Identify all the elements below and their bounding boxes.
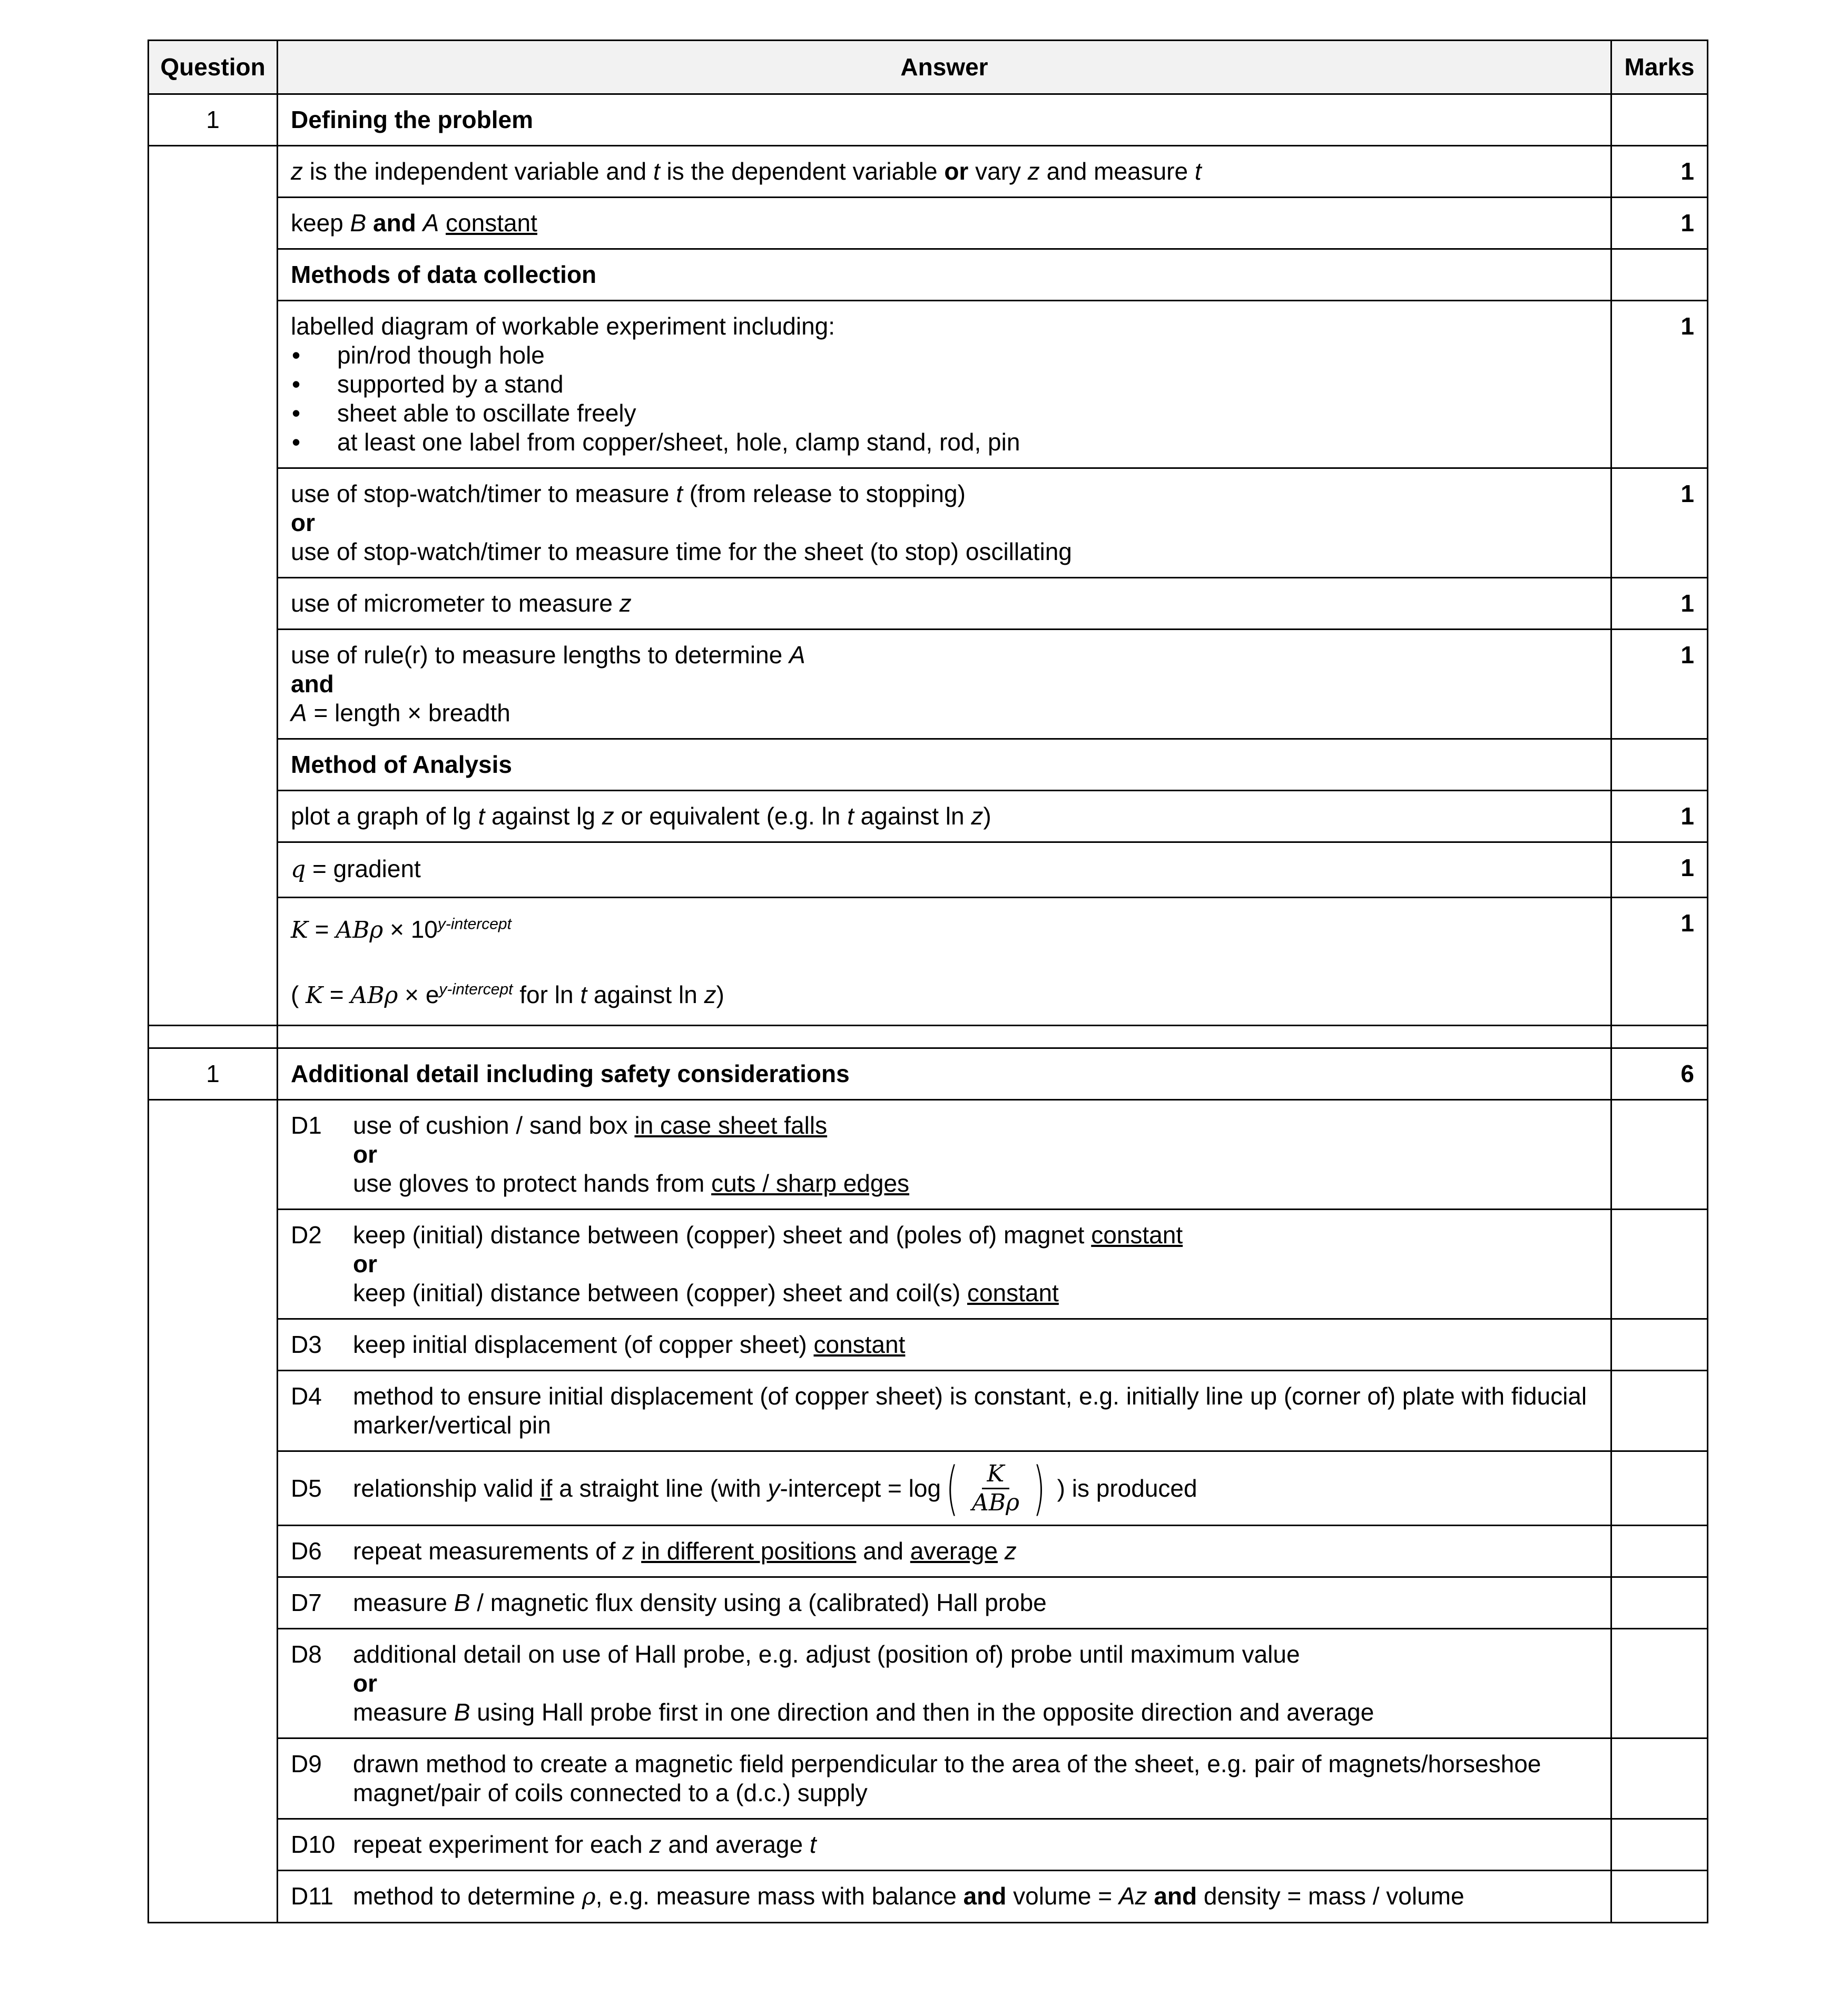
answer-text: D7 measure B / magnetic flux density using a (calibrated) Hall probe	[278, 1577, 1611, 1629]
detail-row-d4	[149, 1371, 1708, 1451]
detail-key: D9	[291, 1750, 322, 1777]
marks-cell	[1611, 1319, 1708, 1371]
answer-text: D6 repeat measurements of z in different positions and average z	[278, 1526, 1611, 1577]
marks-cell	[1611, 739, 1708, 791]
part-separator	[149, 1026, 1708, 1048]
section-heading-analysis: Method of Analysis	[278, 739, 1611, 791]
detail-key: D5	[291, 1474, 322, 1502]
detail-key: D2	[291, 1221, 322, 1249]
marks-cell: 1	[1611, 468, 1708, 578]
question-number: 1	[149, 94, 278, 146]
marks-cell: 1	[1611, 198, 1708, 249]
answer-text: D1 use of cushion / sand box in case sheet falls or use gloves to protect hands from cuts / sharp edges	[278, 1100, 1611, 1210]
detail-row-d9	[149, 1738, 1708, 1819]
section-row-analysis	[149, 739, 1708, 791]
list-item: • at least one label from copper/sheet, hole, clamp stand, rod, pin	[291, 428, 1598, 457]
marks-cell: 1	[1611, 301, 1708, 468]
answer-text: D11 method to determine ρ, e.g. measure mass with balance and volume = Az and density = mass / volume	[278, 1871, 1611, 1923]
marks-cell	[1611, 1210, 1708, 1319]
marks-cell	[1611, 1738, 1708, 1819]
marks-cell	[1611, 1371, 1708, 1451]
detail-key: D3	[291, 1331, 322, 1358]
header-marks: Marks	[1611, 41, 1708, 94]
detail-row-d8	[149, 1629, 1708, 1738]
marks-cell: 1	[1611, 146, 1708, 198]
answer-row-k-formula	[149, 898, 1708, 1026]
answer-row-keep-constant	[149, 198, 1708, 249]
section-row-additional-detail	[149, 1048, 1708, 1100]
list-item: • supported by a stand	[291, 370, 1598, 399]
marks-cell	[1611, 1577, 1708, 1629]
answer-row-gradient	[149, 842, 1708, 898]
marks-cell	[1611, 1451, 1708, 1526]
answer-row-graph	[149, 791, 1708, 842]
answer-row-micrometer	[149, 578, 1708, 630]
answer-row-stopwatch	[149, 468, 1708, 578]
answer-text	[278, 301, 1611, 468]
section-heading-additional: Additional detail including safety considerations	[278, 1048, 1611, 1100]
section-heading-defining: Defining the problem	[278, 94, 1611, 146]
answer-text: D5 relationship valid if a straight line (with y -intercept = log ( $\frac{K}{\text{ABρ}}$ ) ) is produced	[278, 1451, 1611, 1526]
detail-row-d1	[149, 1100, 1708, 1210]
section-row-defining	[149, 94, 1708, 146]
answer-text: use of micrometer to measure z	[278, 578, 1611, 630]
marks-cell	[1611, 1100, 1708, 1210]
answer-text: D3 keep initial displacement (of copper sheet) constant	[278, 1319, 1611, 1371]
k-formula-log10: $K = AB\rho \times 10^{y-intercept}$	[291, 915, 512, 944]
right-paren: )	[1033, 1455, 1046, 1522]
header-row	[149, 41, 1708, 94]
detail-key: D8	[291, 1640, 322, 1668]
section-heading-methods: Methods of data collection	[278, 249, 1611, 301]
detail-key: D7	[291, 1589, 322, 1616]
detail-row-d5	[149, 1451, 1708, 1526]
answer-text: plot a graph of lg t against lg z or equivalent (e.g. ln t against ln z)	[278, 791, 1611, 842]
answer-text: use of stop-watch/timer to measure t (from release to stopping) or use of stop-watch/timer to measure time for the sheet (to stop) oscillating	[278, 468, 1611, 578]
answer-text	[278, 898, 1611, 1026]
marks-cell	[1611, 1871, 1708, 1923]
detail-row-d7	[149, 1577, 1708, 1629]
answer-text: D2 keep (initial) distance between (copper) sheet and (poles of) magnet constant or keep (initial) distance between (copper) sheet and coil(s) constant	[278, 1210, 1611, 1319]
detail-row-d3	[149, 1319, 1708, 1371]
left-paren: (	[946, 1455, 959, 1522]
detail-key: D11	[291, 1882, 333, 1910]
answer-text: D9 drawn method to create a magnetic field perpendicular to the area of the sheet, e.g. pair of magnets/horseshoe magnet/pair of coils connected to a (d.c.) supply	[278, 1738, 1611, 1819]
answer-row-rule	[149, 630, 1708, 739]
list-item: • sheet able to oscillate freely	[291, 399, 1598, 428]
marks-cell: 1	[1611, 791, 1708, 842]
detail-row-d11	[149, 1871, 1708, 1923]
question-cell-empty	[149, 1100, 278, 1923]
detail-key: D10	[291, 1831, 336, 1858]
detail-key: D1	[291, 1112, 322, 1139]
header-answer: Answer	[278, 41, 1611, 94]
marks-cell	[1611, 1819, 1708, 1871]
detail-key: D4	[291, 1382, 322, 1410]
detail-row-d10	[149, 1819, 1708, 1871]
marks-cell: 1	[1611, 898, 1708, 1026]
question-number: 1	[149, 1048, 278, 1100]
header-question: Question	[149, 41, 278, 94]
question-cell-empty	[149, 146, 278, 1026]
detail-key: D6	[291, 1537, 322, 1565]
marks-cell	[1611, 94, 1708, 146]
marks-cell: 6	[1611, 1048, 1708, 1100]
answer-text: q = gradient	[278, 842, 1611, 898]
answer-text: D10 repeat experiment for each z and average t	[278, 1819, 1611, 1871]
answer-row-diagram	[149, 301, 1708, 468]
detail-row-d6	[149, 1526, 1708, 1577]
marks-cell	[1611, 1629, 1708, 1738]
answer-text: z is the independent variable and t is the dependent variable or vary z and measure t	[278, 146, 1611, 198]
marks-cell: 1	[1611, 578, 1708, 630]
fraction-k-over-abrho: $\frac{K}{\text{ABρ}}$	[971, 1460, 1019, 1516]
answer-text: D4 method to ensure initial displacement (of copper sheet) is constant, e.g. initially line up (corner of) plate with fiducial marker/vertical pin	[278, 1371, 1611, 1451]
answer-row-variables	[149, 146, 1708, 198]
marks-cell: 1	[1611, 842, 1708, 898]
section-row-methods	[149, 249, 1708, 301]
k-formula-ln: ( $K = AB\rho \times e^{y-intercept}$ for ln t against ln z)	[291, 980, 724, 1009]
mark-scheme-table	[148, 40, 1708, 1923]
list-item: • pin/rod though hole	[291, 341, 1598, 370]
diagram-bullet-list	[291, 341, 1598, 457]
marks-cell: 1	[1611, 630, 1708, 739]
marks-cell	[1611, 249, 1708, 301]
answer-text: keep B and A constant	[278, 198, 1611, 249]
detail-row-d2	[149, 1210, 1708, 1319]
answer-text: D8 additional detail on use of Hall probe, e.g. adjust (position of) probe until maximum value or measure B using Hall probe first in one direction and then in the opposite direction and average	[278, 1629, 1611, 1738]
diagram-intro: labelled diagram of workable experiment including:	[291, 312, 835, 340]
answer-text: use of rule(r) to measure lengths to determine A and A = length × breadth	[278, 630, 1611, 739]
marks-cell	[1611, 1526, 1708, 1577]
